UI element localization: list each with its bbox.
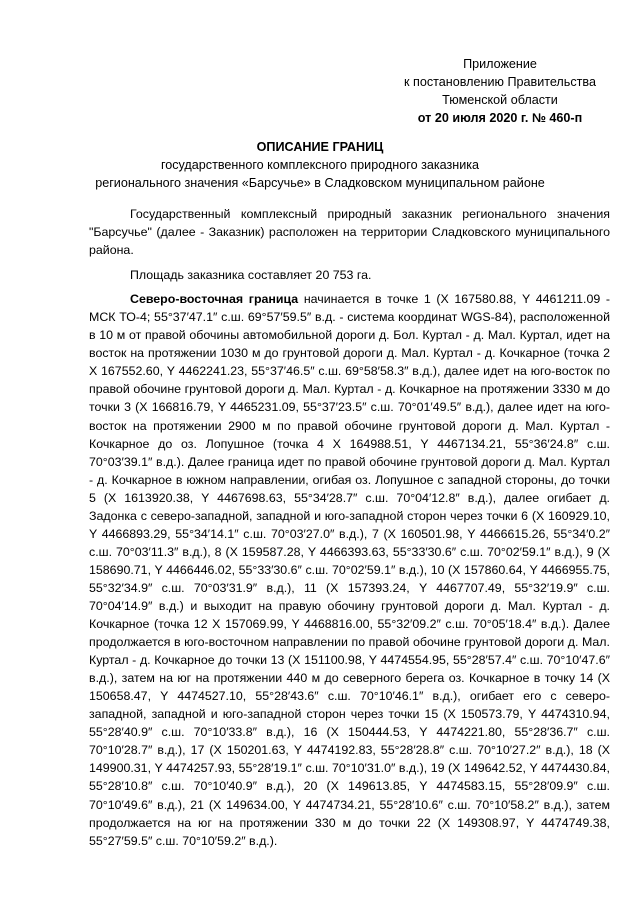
intro-paragraph: Государственный комплексный природный заказник регионального значения "Барсучье" (далее - Заказник) расположен на территории Сладковского муниципального района. <box>89 207 610 258</box>
appendix-line-1: Приложение <box>463 57 537 71</box>
appendix-block <box>380 55 620 127</box>
area-paragraph: Площадь заказника составляет 20 753 га. <box>130 268 372 283</box>
document-body <box>89 205 610 850</box>
title-subtitle-1: государственного комплексного природного заказника <box>160 158 480 172</box>
appendix-date-number: от 20 июля 2020 г. № 460-п <box>417 111 583 125</box>
border-text: начинается в точке 1 (Х 167580.88, Y 4461211.09 - МСК ТО-4; 55°37′47.1″ с.ш. 69°57′59.5″ в.д. - система координат WGS-84), расположенной в 10 м от правой обочины автомобильной дороги д. Бол. Куртал - д. Мал. Куртал, идет на восток на протяжении 1030 м до грунтовой дороги д. Мал. Куртал - д. Кочкарное (точка 2 Х 167552.60, Y 4462241.23, 55°37′46.5″ с.ш. 69°58′58.3″ в.д.), далее идет на юго-восток по правой обочине грунтовой дороги д. Мал. Куртал - д. Кочкарное на протяжении 3330 м до точки 3 (Х 166816.79, Y 4465231.09, 55°37′23.5″ с.ш. 70°01′49.5″ в.д.), далее идет на юго-восток на протяжении 2900 м по правой обочине грунтовой дороги д. Мал. Куртал - Кочкарное до оз. Лопушное (точка 4 Х 164988.51, Y 4467134.21, 55°36′24.8″ с.ш. 70°03′39.1″ в.д.). Далее граница идет по правой обочине грунтовой дороги д. Мал. Куртал - д. Кочкарное в южном направлении, огибая оз. Лопушное с западной стороны, до точки 5 (Х 1613920.38, Y 4467698.63, 55°34′28.7″ с.ш. 70°04′12.8″ в.д.), далее огибает д. Задонка с северо-западной, западной и юго-западной сторон через точки 6 (Х 160929.10, Y 4466893.29, 55°34′14.1″ с.ш. 70°03′27.0″ в.д.), 7 (Х 160501.98, Y 4466615.26, 55°34′0.2″ с.ш. 70°03′11.3″ в.д.), 8 (Х 159587.28, Y 4466393.63, 55°33′30.6″ с.ш. 70°02′59.1″ в.д.), 9 (Х 158690.71, Y 4466446.02, 55°33′30.6″ с.ш. 70°02′59.1″ в.д.), 10 (Х 157860.64, Y 4466955.75, 55°32′34.9″ с.ш. 70°03′31.9″ в.д.), 11 (Х 157393.24, Y 4467707.49, 55°32′19.9″ с.ш. 70°04′14.9″ в.д.) и выходит на правую обочину грунтовой дороги д. Мал. Куртал - д. Кочкарное (точка 12 Х 157069.99, Y 4468816.00, 55°32′09.2″ с.ш. 70°05′18.4″ в.д.). Далее продолжается в юго-восточном направлении по правой обочине грунтовой дороги д. Мал. Куртал - д. Кочкарное до точки 13 (Х 151100.98, Y 4474554.95, 55°28′57.4″ с.ш. 70°10′47.6″ в.д.), затем на юг на протяжении 440 м до северного берега оз. Кочкарное в точку 14 (Х 150658.47, Y 4474527.10, 55°28′43.6″ с.ш. 70°10′46.1″ в.д.), огибает его с северо-западной, западной и юго-западной сторон через точки 15 (Х 150573.79, Y 4474310.94, 55°28′40.9″ с.ш. 70°10′33.8″ в.д.), 16 (Х 150444.53, Y 4474221.80, 55°28′36.7″ с.ш. 70°10′28.7″ в.д.), 17 (Х 150201.63, Y 4474192.83, 55°28′28.8″ с.ш. 70°10′27.2″ в.д.), 18 (Х 149900.31, Y 4474257.93, 55°28′19.1″ с.ш. 70°10′31.0″ в.д.), 19 (Х 149642.52, Y 4474430.84, 55°28′10.8″ с.ш. 70°10′40.9″ в.д.), 20 (Х 149613.85, Y 4474583.15, 55°28′09.9″ с.ш. 70°10′49.6″ в.д.), 21 (Х 149634.00, Y 4474734.21, 55°28′10.6″ с.ш. 70°10′58.2″ в.д.), затем продолжается на юг на протяжении 330 м до точки 22 (Х 149308.97, Y 4474749.38, 55°27′59.5″ с.ш. 70°10′59.2″ в.д.). <box>89 292 611 848</box>
appendix-line-2: к постановлению Правительства <box>404 75 596 89</box>
appendix-line-3: Тюменской области <box>442 93 558 107</box>
border-lead: Северо-восточная граница <box>130 292 299 307</box>
border-paragraph <box>89 290 610 849</box>
document-title <box>60 138 580 192</box>
title-heading: ОПИСАНИЕ ГРАНИЦ <box>256 140 384 154</box>
title-subtitle-2: регионального значения «Барсучье» в Сладковском муниципальном районе <box>95 176 545 190</box>
